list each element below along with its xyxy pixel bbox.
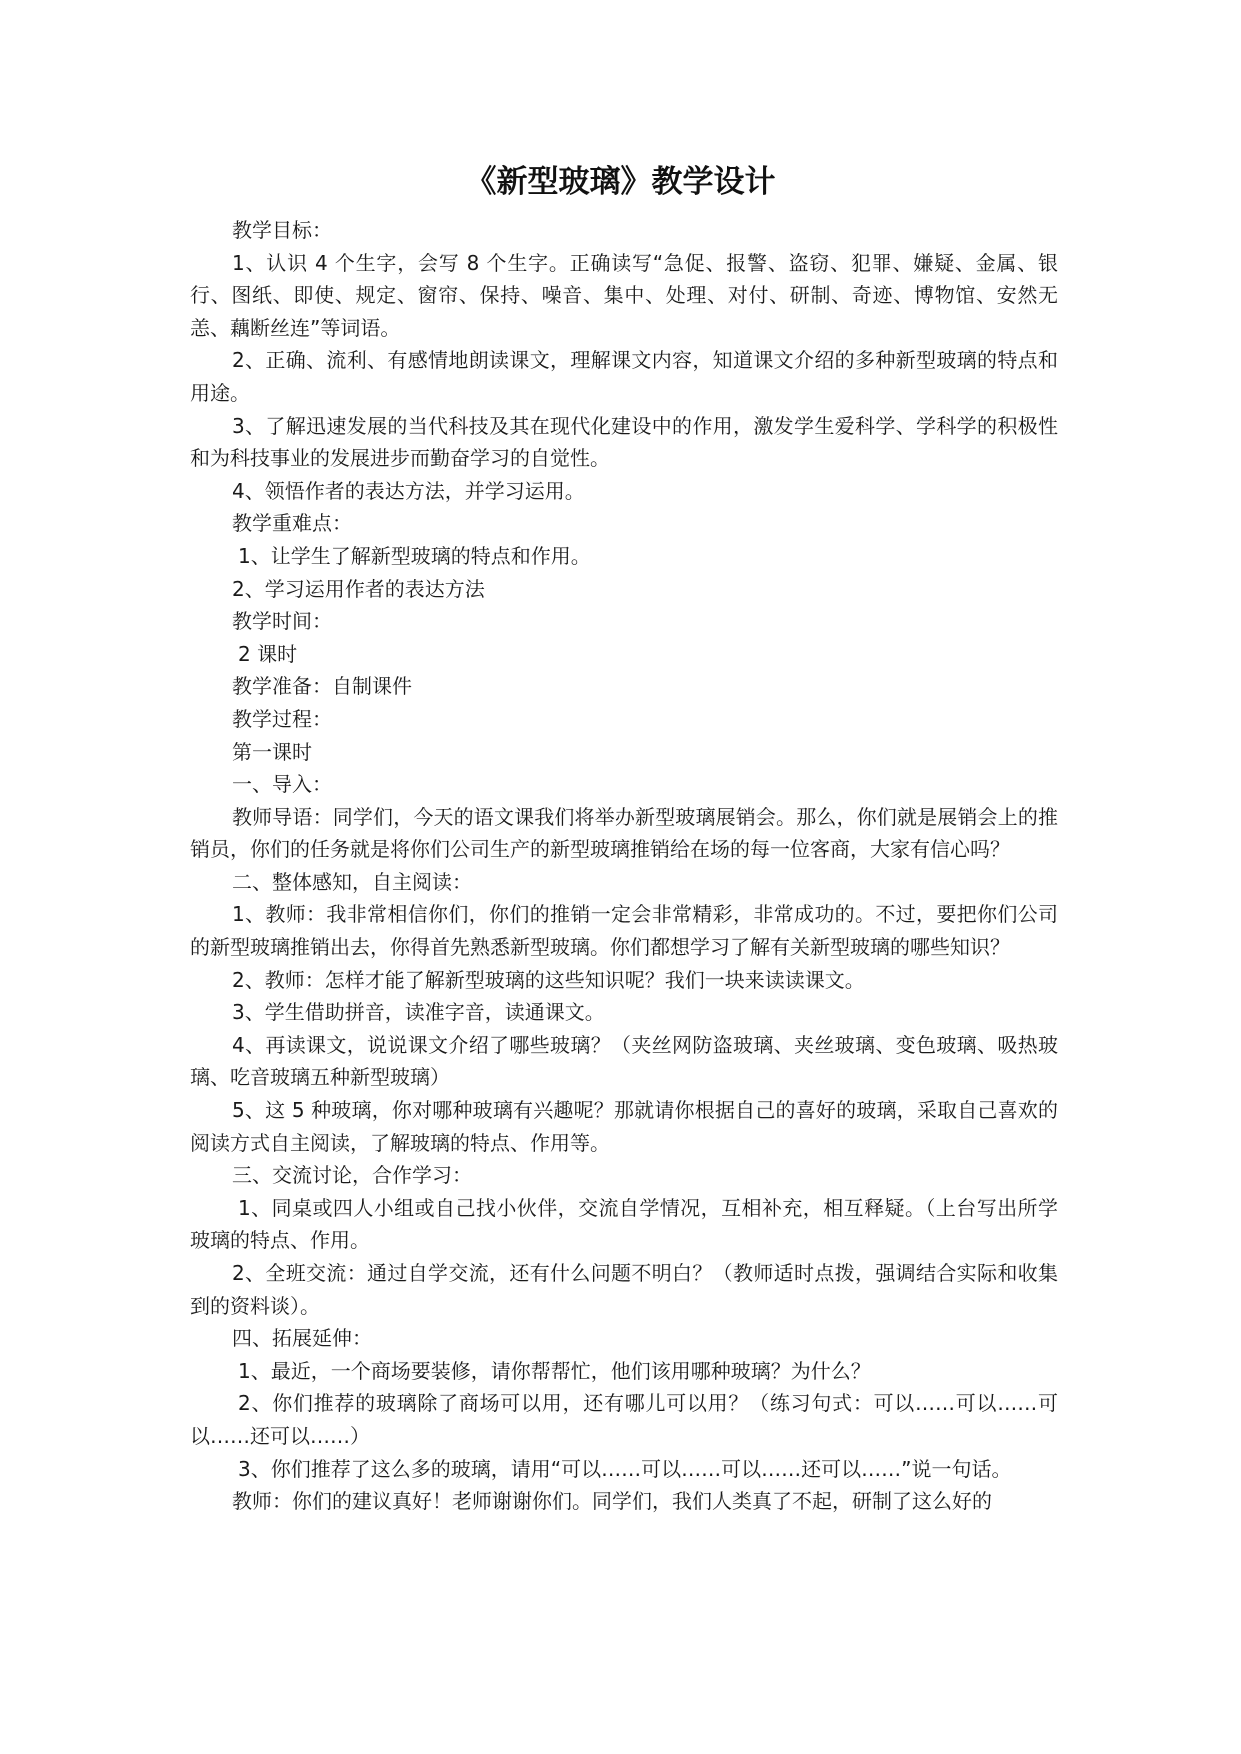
paragraph-overall-3: 3、学生借助拼音，读准字音，读通课文。 bbox=[232, 1000, 605, 1025]
paragraph-discussion-2: 2、全班交流：通过自学交流，还有什么问题不明白？（教师适时点拨，强调结合实际和收集到的资料谈）。 bbox=[190, 1261, 1058, 1318]
paragraph-first-lesson: 第一课时 bbox=[232, 739, 312, 764]
paragraph-section-intro: 一、导入： bbox=[232, 772, 332, 797]
paragraph-overall-2: 2、教师：怎样才能了解新型玻璃的这些知识呢？我们一块来读读课文。 bbox=[232, 967, 865, 992]
paragraph-time-value: 2 课时 bbox=[238, 641, 298, 666]
document-title: 《新型玻璃》教学设计 bbox=[465, 164, 776, 200]
paragraph-overall-1: 1、教师：我非常相信你们，你们的推销一定会非常精彩，非常成功的。不过，要把你们公司的新型玻璃推销出去，你得首先熟悉新型玻璃。你们都想学习了解有关新型玻璃的哪些知识？ bbox=[190, 902, 1058, 960]
paragraph-objective-3: 3、了解迅速发展的当代科技及其在现代化建设中的作用，激发学生爱科学、学科学的积极性和为科技事业的发展进步而勤奋学习的自觉性。 bbox=[190, 413, 1058, 471]
paragraph-key-point-2: 2、学习运用作者的表达方法 bbox=[232, 576, 485, 601]
paragraph-overall-4: 4、再读课文，说说课文介绍了哪些玻璃？（夹丝网防盗玻璃、夹丝玻璃、变色玻璃、吸热玻璃、吃音玻璃五种新型玻璃） bbox=[190, 1032, 1058, 1090]
paragraph-overall-5: 5、这 5 种玻璃，你对哪种玻璃有兴趣呢？那就请你根据自己的喜好的玻璃，采取自己喜欢的阅读方式自主阅读，了解玻璃的特点、作用等。 bbox=[190, 1098, 1058, 1155]
paragraph-objective-2: 2、正确、流利、有感情地朗读课文，理解课文内容，知道课文介绍的多种新型玻璃的特点和用途。 bbox=[190, 348, 1058, 405]
paragraph-objective-4: 4、领悟作者的表达方法，并学习运用。 bbox=[232, 478, 585, 503]
paragraph-extension-2: 2、你们推荐的玻璃除了商场可以用，还有哪儿可以用？（练习句式：可以……可以……可以……还可以……） bbox=[190, 1391, 1058, 1448]
paragraph-key-point-1: 1、让学生了解新型玻璃的特点和作用。 bbox=[238, 543, 591, 568]
document-body bbox=[190, 214, 1058, 1518]
paragraph-teacher-closing: 教师：你们的建议真好！老师谢谢你们。同学们，我们人类真了不起，研制了这么好的 bbox=[232, 1489, 992, 1514]
paragraph-process-heading: 教学过程： bbox=[232, 706, 332, 731]
paragraph-section-overall: 二、整体感知，自主阅读： bbox=[232, 869, 472, 894]
paragraph-section-discussion: 三、交流讨论，合作学习： bbox=[232, 1163, 472, 1188]
paragraph-objectives-heading: 教学目标： bbox=[232, 218, 332, 242]
paragraph-section-extension: 四、拓展延伸： bbox=[232, 1326, 372, 1351]
paragraph-extension-3: 3、你们推荐了这么多的玻璃，请用“可以……可以……可以……还可以……”说一句话。 bbox=[238, 1456, 1012, 1481]
paragraph-time-heading: 教学时间： bbox=[232, 609, 332, 634]
paragraph-discussion-1: 1、同桌或四人小组或自己找小伙伴，交流自学情况，互相补充，相互释疑。（上台写出所学玻璃的特点、作用。 bbox=[190, 1195, 1058, 1253]
paragraph-extension-1: 1、最近，一个商场要装修，请你帮帮忙，他们该用哪种玻璃？为什么？ bbox=[238, 1358, 871, 1383]
paragraph-key-points-heading: 教学重难点： bbox=[232, 511, 352, 536]
paragraph-teacher-intro: 教师导语：同学们，今天的语文课我们将举办新型玻璃展销会。那么，你们就是展销会上的推销员，你们的任务就是将你们公司生产的新型玻璃推销给在场的每一位客商，大家有信心吗？ bbox=[190, 804, 1058, 862]
paragraph-preparation: 教学准备：自制课件 bbox=[232, 674, 412, 699]
paragraph-objective-1: 1、认识 4 个生字，会写 8 个生字。正确读写“急促、报警、盗窃、犯罪、嫌疑、金属、银行、图纸、即使、规定、窗帘、保持、噪音、集中、处理、对付、研制、奇迹、博物馆、安然无恙、藕断丝连”等词语。 bbox=[190, 250, 1058, 340]
